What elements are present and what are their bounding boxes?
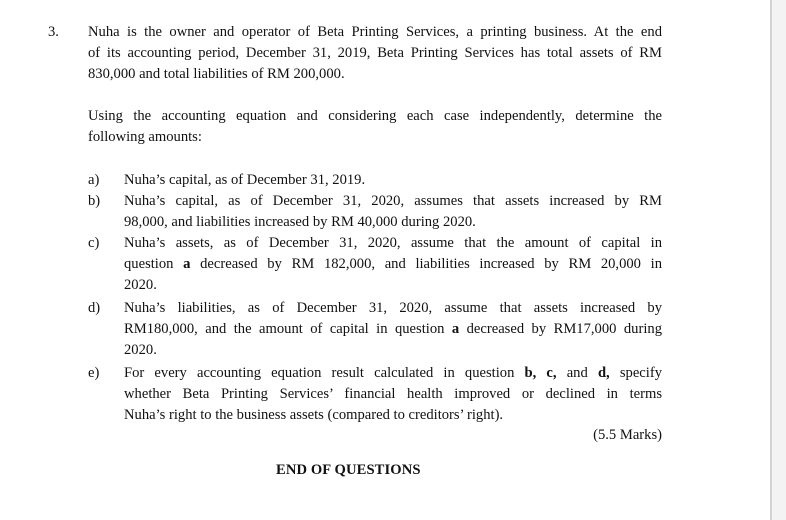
- sub-question-line: 2020.: [124, 342, 157, 358]
- end-of-questions: END OF QUESTIONS: [276, 462, 421, 478]
- marks-label: (5.5 Marks): [593, 427, 662, 443]
- sub-question-line: whether Beta Printing Services’ financial health improved or declined in terms: [124, 386, 662, 402]
- bold-reference: d,: [597, 365, 610, 381]
- instruction-line: Using the accounting equation and considering each case independently, determine the: [88, 108, 662, 124]
- bold-reference: b, c,: [524, 365, 557, 381]
- question-instruction: [88, 106, 662, 148]
- sub-question-list: [88, 170, 662, 426]
- text-run: and: [556, 365, 598, 381]
- sub-question-e: [88, 363, 662, 426]
- sub-question-line: 98,000, and liabilities increased by RM 40,000 during 2020.: [124, 214, 476, 230]
- sub-question-label: a): [88, 172, 100, 188]
- question-number: 3.: [48, 24, 59, 40]
- text-run: RM180,000, and the amount of capital in question: [124, 321, 452, 337]
- sub-question-line: [124, 254, 662, 275]
- sub-question-line: [124, 363, 662, 384]
- intro-line: 830,000 and total liabilities of RM 200,000.: [88, 66, 345, 82]
- instruction-line: following amounts:: [88, 129, 202, 145]
- sub-question-label: e): [88, 365, 100, 381]
- sub-question-line: Nuha’s liabilities, as of December 31, 2020, assume that assets increased by: [124, 300, 662, 316]
- sub-question-b: [88, 191, 662, 233]
- sub-question-line: 2020.: [124, 277, 157, 293]
- text-run: decreased by RM17,000 during: [459, 321, 662, 337]
- text-run: decreased by RM 182,000, and liabilities increased by RM 20,000 in: [190, 256, 662, 272]
- sub-question-a: [88, 170, 662, 191]
- sub-question-c: [88, 233, 662, 296]
- sub-question-line: [124, 319, 662, 340]
- text-run: For every accounting equation result calculated in question: [124, 365, 525, 381]
- sub-question-label: b): [88, 193, 101, 209]
- sub-question-label: d): [88, 300, 101, 316]
- sub-question-line: Nuha’s capital, as of December 31, 2020, assumes that assets increased by RM: [124, 193, 662, 209]
- sub-question-line: Nuha’s assets, as of December 31, 2020, assume that the amount of capital in: [124, 235, 662, 251]
- intro-line: Nuha is the owner and operator of Beta Printing Services, a printing business. At the end: [88, 24, 662, 40]
- vertical-scrollbar[interactable]: [771, 0, 786, 520]
- sub-question-label: c): [88, 235, 100, 251]
- sub-question-line: Nuha’s right to the business assets (compared to creditors’ right).: [124, 407, 504, 423]
- sub-question-d: [88, 298, 662, 361]
- text-run: specify: [609, 365, 662, 381]
- bold-reference: a: [451, 321, 460, 337]
- text-run: question: [124, 256, 184, 272]
- intro-line: of its accounting period, December 31, 2019, Beta Printing Services has total assets of RM: [88, 45, 662, 61]
- question-intro: [88, 22, 662, 85]
- bold-reference: a: [183, 256, 191, 272]
- sub-question-line: Nuha’s capital, as of December 31, 2019.: [124, 172, 366, 188]
